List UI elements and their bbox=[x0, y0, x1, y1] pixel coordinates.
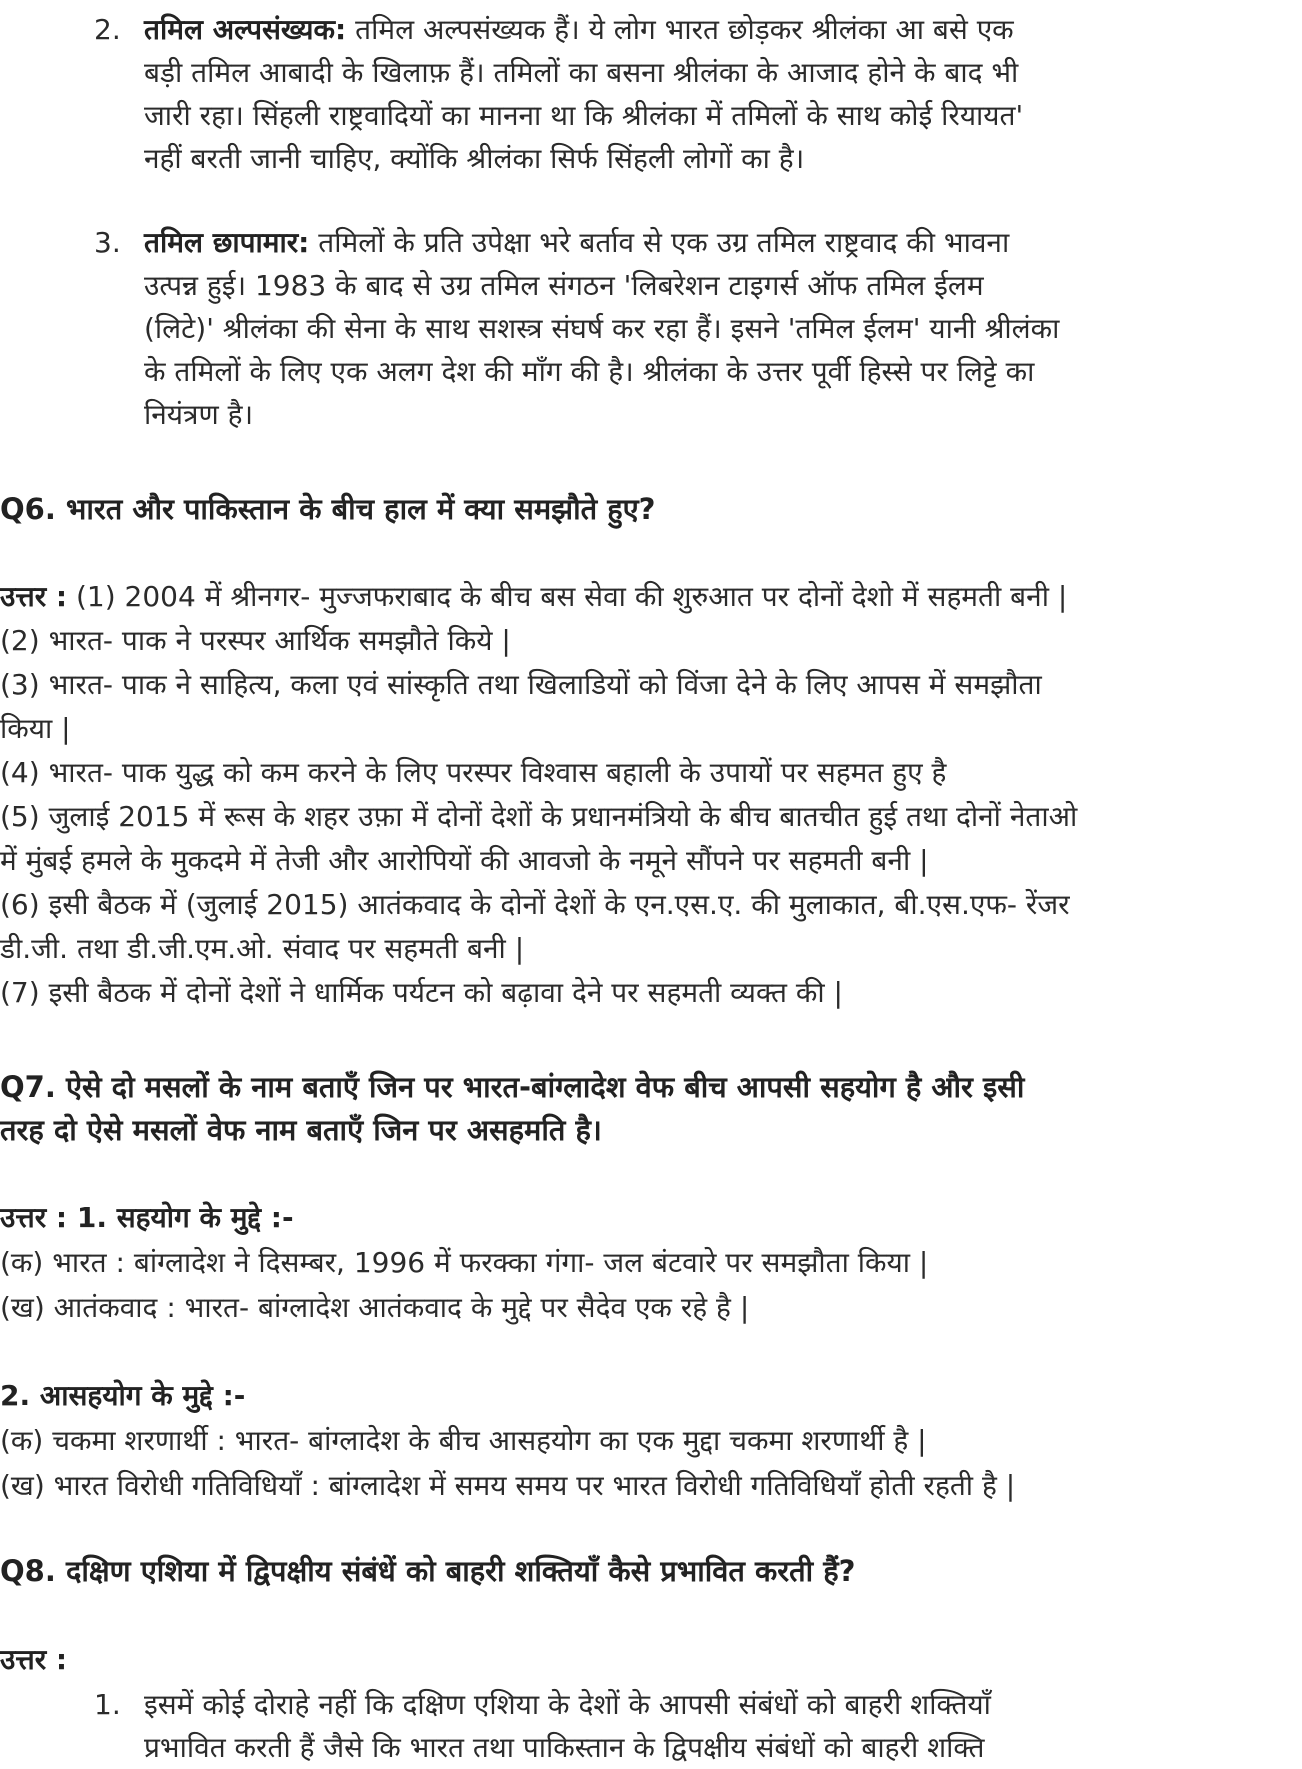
answer-line: (4) भारत- पाक युद्ध को कम करने के लिए परस्पर विश्वास बहाली के उपायों पर सहमत हुए है bbox=[0, 756, 947, 789]
answer-label: उत्तर : bbox=[0, 1643, 68, 1676]
answer-line: (क) भारत : बांग्लादेश ने दिसम्बर, 1996 में फरक्का गंगा- जल बंटवारे पर समझौता किया | bbox=[0, 1246, 929, 1279]
answer-line: (2) भारत- पाक ने परस्पर आर्थिक समझौते किये | bbox=[0, 624, 511, 657]
item-text-line: के तमिलों के लिए एक अलग देश की माँग की है। श्रीलंका के उत्तर पूर्वी हिस्से पर लिट्टे का bbox=[144, 355, 1035, 388]
item-text-line: तमिलों के प्रति उपेक्षा भरे बर्ताव से एक उग्र तमिल राष्ट्रवाद की भावना bbox=[309, 226, 1010, 259]
answer-line: डी.जी. तथा डी.जी.एम.ओ. संवाद पर सहमती बनी | bbox=[0, 932, 525, 965]
item-text-line: नियंत्रण है। bbox=[144, 398, 254, 431]
item-text-line: बड़ी तमिल आबादी के खिलाफ़ हैं। तमिलों का बसना श्रीलंका के आजाद होने के बाद भी bbox=[144, 56, 1019, 89]
answer-line: (3) भारत- पाक ने साहित्य, कला एवं सांस्कृति तथा खिलाडियों को विंजा देने के लिए आपस में समझौता bbox=[0, 668, 1042, 701]
item-text-line: उत्पन्न हुई। 1983 के बाद से उग्र तमिल संगठन 'लिबरेशन टाइगर्स ऑफ तमिल ईलम bbox=[144, 269, 984, 302]
answer-line: (ख) आतंकवाद : भारत- बांग्लादेश आतंकवाद के मुद्दे पर सैदेव एक रहे है | bbox=[0, 1291, 750, 1324]
answer-label: उत्तर : bbox=[0, 1201, 68, 1234]
answer-7-cooperation bbox=[0, 1195, 1302, 1330]
item-text-line: (लिटे)' श्रीलंका की सेना के साथ सशस्त्र संघर्ष कर रहा हैं। इसने 'तमिल ईलम' यानी श्रीलंका bbox=[144, 312, 1060, 345]
list-number: 2. bbox=[94, 13, 121, 46]
question-heading: Q7. ऐसे दो मसलों के नाम बताएँ जिन पर भारत-बांग्लादेश वेफ बीच आपसी सहयोग है और इसी bbox=[0, 1070, 1025, 1104]
answer-line: (1) 2004 में श्रीनगर- मुज्जफराबाद के बीच बस सेवा की शुरुआत पर दोनों देशो में सहमती बनी | bbox=[67, 580, 1068, 613]
answer-line: में मुंबई हमले के मुकदमे में तेजी और आरोपियों की आवजो के नमूने सौंपने पर सहमती बनी | bbox=[0, 844, 929, 877]
answer-6 bbox=[0, 575, 1302, 1015]
item-text-line: प्रभावित करती हैं जैसे कि भारत तथा पाकिस्तान के द्विपक्षीय संबंधों को बाहरी शक्ति bbox=[144, 1731, 985, 1764]
question-heading: Q8. दक्षिण एशिया में द्विपक्षीय संबंधें को बाहरी शक्तियाँ कैसे प्रभावित करती हैं? bbox=[0, 1554, 856, 1588]
answer-line: (ख) भारत विरोधी गतिविधियाँ : बांग्लादेश में समय समय पर भारत विरोधी गतिविधियाँ होती रहती है | bbox=[0, 1469, 1016, 1502]
question-7 bbox=[0, 1066, 1302, 1152]
question-heading: तरह दो ऐसे मसलों वेफ नाम बताएँ जिन पर असहमति है। bbox=[0, 1113, 602, 1147]
answer-label: उत्तर : bbox=[0, 580, 68, 613]
list-number: 3. bbox=[94, 226, 121, 259]
item-text-line: जारी रहा। सिंहली राष्ट्रवादियों का मानना था कि श्रीलंका में तमिलों के साथ कोई रियायत' bbox=[144, 99, 1024, 132]
item-text-line: तमिल अल्पसंख्यक हैं। ये लोग भारत छोड़कर श्रीलंका आ बसे एक bbox=[346, 13, 1014, 46]
item-heading: तमिल छापामार: bbox=[144, 226, 310, 259]
question-heading: Q6. भारत और पाकिस्तान के बीच हाल में क्या समझौते हुए? bbox=[0, 492, 656, 526]
answer-7-noncooperation bbox=[0, 1373, 1302, 1508]
answer-line: (6) इसी बैठक में (जुलाई 2015) आतंकवाद के दोनों देशों के एन.एस.ए. की मुलाकात, बी.एस.एफ- रेंजर bbox=[0, 888, 1070, 921]
item-text-line: नहीं बरती जानी चाहिए, क्योंकि श्रीलंका सिर्फ सिंहली लोगों का है। bbox=[144, 142, 805, 175]
answer-line: (5) जुलाई 2015 में रूस के शहर उफ़ा में दोनों देशों के प्रधानमंत्रियो के बीच बातचीत हुई तथा दोनों नेताओ bbox=[0, 800, 1078, 833]
answer-line: (क) चकमा शरणार्थी : भारत- बांग्लादेश के बीच आसहयोग का एक मुद्दा चकमा शरणार्थी है | bbox=[0, 1424, 927, 1457]
answer-line: किया | bbox=[0, 712, 71, 745]
question-8 bbox=[0, 1550, 1302, 1593]
answer-8-label bbox=[0, 1638, 1302, 1681]
question-6 bbox=[0, 488, 1302, 531]
item-text-line: इसमें कोई दोराहे नहीं कि दक्षिण एशिया के देशों के आपसी संबंधों को बाहरी शक्तियाँ bbox=[144, 1688, 991, 1721]
answer-line: (7) इसी बैठक में दोनों देशों ने धार्मिक पर्यटन को बढ़ावा देने पर सहमती व्यक्त की | bbox=[0, 976, 843, 1009]
item-heading: तमिल अल्पसंख्यक: bbox=[144, 13, 347, 46]
list-number: 1. bbox=[94, 1688, 121, 1721]
subheading: 1. सहयोग के मुद्दे :- bbox=[67, 1201, 294, 1234]
subheading: 2. आसहयोग के मुद्दे :- bbox=[0, 1379, 246, 1412]
